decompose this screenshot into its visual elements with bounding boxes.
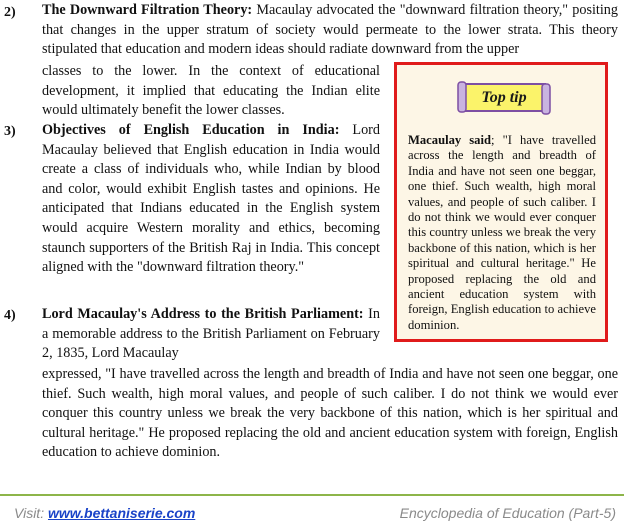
footer-website-link[interactable]: www.bettaniserie.com <box>47 505 196 521</box>
item-4-paragraph-continued: expressed, "I have travelled across the length and breadth of India and have not seen one beggar, one thief. Such wealth, high moral values, and people of such caliber. I do not think we would ever conquer this country unless we break the very backbone of this nation, which is her spiritual and cultural heritage." He proposed replacing the old and ancient education system with foreign, English education to achieve dominion. <box>42 366 618 461</box>
top-tip-scroll-banner <box>457 81 551 115</box>
item-number-3: 3) <box>4 124 16 139</box>
item-2-text: Macaulay advocated the "downward filtration theory," positing that changes in the upper stratum of society would permeate to the lower strata. This theory stipulated that education and modern ideas should radiate downward from the upper <box>42 2 618 58</box>
item-3-heading: Objectives of English Education in India: <box>42 122 340 138</box>
item-4-text: In a memorable address to the British Parliament on February 2, 1835, Lord Macaulay <box>42 306 380 362</box>
footer-visit <box>14 505 195 521</box>
footer-book-title: Encyclopedia of Education (Part-5) <box>399 505 616 521</box>
item-4-heading: Lord Macaulay's Address to the British Parliament: <box>42 306 364 322</box>
item-2-heading: The Downward Filtration Theory: <box>42 2 253 18</box>
item-number-2: 2) <box>4 5 16 20</box>
item-2-paragraph <box>42 1 618 60</box>
item-2-paragraph-continued: classes to the lower. In the context of educational development, it implied that educating the Indian elite would ultimately benefit the lower classes. <box>42 63 380 119</box>
top-tip-label: Top tip <box>481 89 527 106</box>
item-3-text: Lord Macaulay believed that English education in India would create a class of individuals who, while Indian by blood and color, would exhibit English tastes and opinions. He anticipated that Indians educated in the English system would acquire Western morality and ethics, becoming staunch supporters of the British Raj in India. This concept aligned with the "downward filtration theory." <box>42 122 380 276</box>
top-tip-quote: ; "I have travelled across the length and breadth of India and have not seen one beggar, one thief. Such wealth, high moral values, and people of such caliber. I do not think we would ever conquer this country unless we break the very backbone of this nation, which is her spiritual and cultural heritage." He proposed replacing the old and ancient education system with foreign, English education to achieve dominion. <box>408 133 596 332</box>
item-number-4: 4) <box>4 308 16 323</box>
top-tip-text <box>408 133 596 333</box>
footer-divider <box>0 494 624 496</box>
top-tip-box <box>394 62 608 342</box>
footer-visit-label: Visit: <box>14 505 48 521</box>
top-tip-speaker: Macaulay said <box>408 133 491 147</box>
item-3-paragraph <box>42 121 380 278</box>
item-4-paragraph <box>42 305 380 364</box>
